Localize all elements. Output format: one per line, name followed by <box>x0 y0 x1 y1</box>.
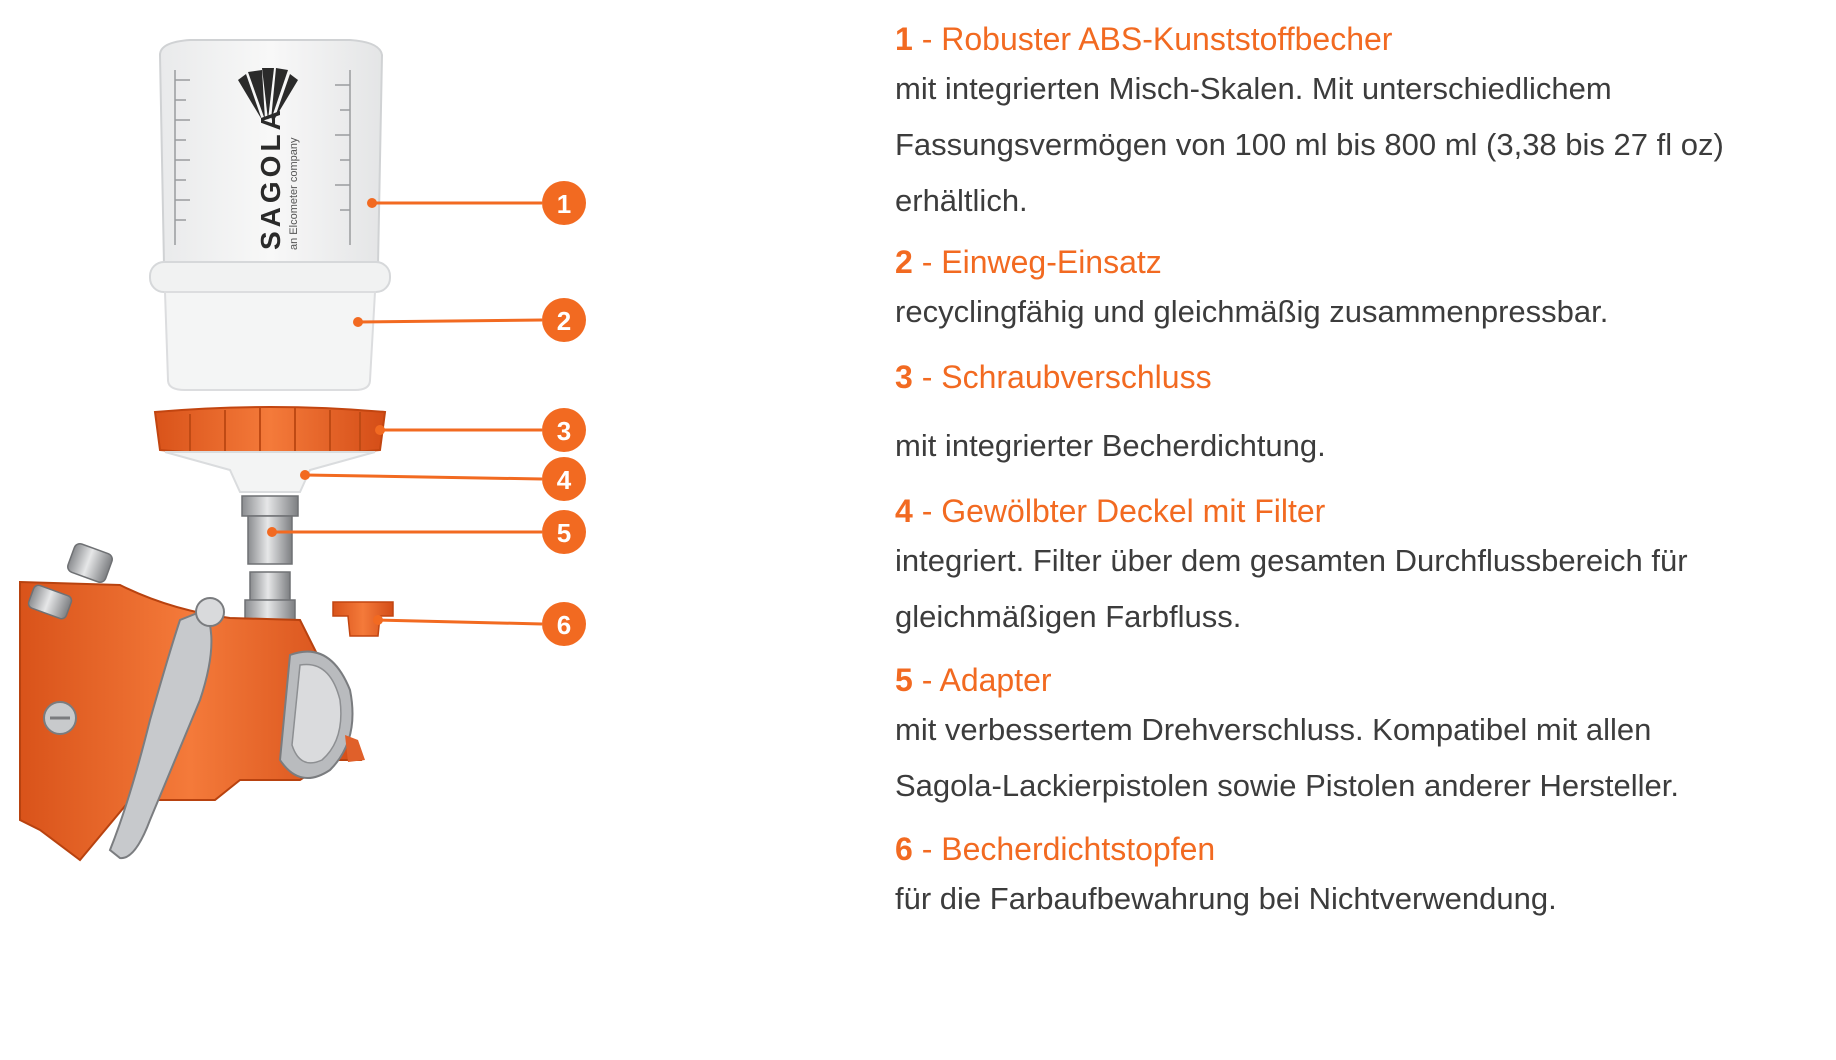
parts-legend <box>895 18 1815 927</box>
legend-item-1 <box>895 18 1815 229</box>
legend-item-description: Sagola-Lackierpistolen sowie Pistolen anderer Hersteller. <box>895 767 1680 803</box>
svg-text:3: 3 <box>556 416 572 446</box>
brand-logo-text: SAGOLA <box>255 106 286 250</box>
mixing-cup <box>160 40 382 265</box>
legend-item-6 <box>895 828 1815 927</box>
legend-item-5 <box>895 659 1815 814</box>
legend-item-heading: 1 - Robuster ABS-Kunststoffbecher <box>895 21 1393 57</box>
callout-badge-6 <box>542 602 586 646</box>
svg-text:4: 4 <box>556 465 572 495</box>
domed-lid <box>165 452 375 492</box>
legend-item-2 <box>895 241 1815 340</box>
svg-text:2: 2 <box>556 306 572 336</box>
legend-item-description: integriert. Filter über dem gesamten Durchflussbereich für <box>895 542 1688 578</box>
callout-badge-3 <box>542 408 586 452</box>
legend-item-heading: 2 - Einweg-Einsatz <box>895 244 1162 281</box>
legend-item-description: recyclingfähig und gleichmäßig zusammenpressbar. <box>895 294 1609 330</box>
legend-item-description: Fassungsvermögen von 100 ml bis 800 ml (3,38 bis 27 fl oz) <box>895 127 1724 163</box>
callout-badge-4 <box>542 457 586 501</box>
screw-ring <box>155 407 385 457</box>
legend-item-description: für die Farbaufbewahrung bei Nichtverwendung. <box>895 881 1557 917</box>
svg-text:1: 1 <box>556 189 572 219</box>
callout-badge-5 <box>542 510 586 554</box>
callout-badge-2 <box>542 298 586 342</box>
svg-text:5: 5 <box>556 518 572 548</box>
callout-badge-1 <box>542 181 586 225</box>
brand-logo-subtitle: an Elcometer company <box>288 137 300 250</box>
legend-item-description: mit integrierten Misch-Skalen. Mit unterschiedlichem <box>895 71 1612 107</box>
legend-item-4 <box>895 490 1815 645</box>
exploded-view-svg <box>0 0 880 1060</box>
disposable-liner <box>150 262 390 390</box>
legend-item-heading: 3 - Schraubverschluss <box>895 359 1212 396</box>
legend-item-description: gleichmäßigen Farbfluss. <box>895 598 1242 634</box>
product-exploded-illustration <box>0 0 880 1060</box>
svg-text:6: 6 <box>556 610 572 640</box>
legend-item-description: erhältlich. <box>895 183 1028 219</box>
legend-item-heading: 5 - Adapter <box>895 661 1052 698</box>
legend-item-description: mit verbessertem Drehverschluss. Kompatibel mit allen <box>895 711 1652 747</box>
legend-item-description: mit integrierter Becherdichtung. <box>895 427 1326 463</box>
legend-item-heading: 4 - Gewölbter Deckel mit Filter <box>895 492 1326 529</box>
legend-item-3 <box>895 356 1815 473</box>
spray-gun <box>20 542 365 860</box>
legend-item-heading: 6 - Becherdichtstopfen <box>895 830 1216 867</box>
